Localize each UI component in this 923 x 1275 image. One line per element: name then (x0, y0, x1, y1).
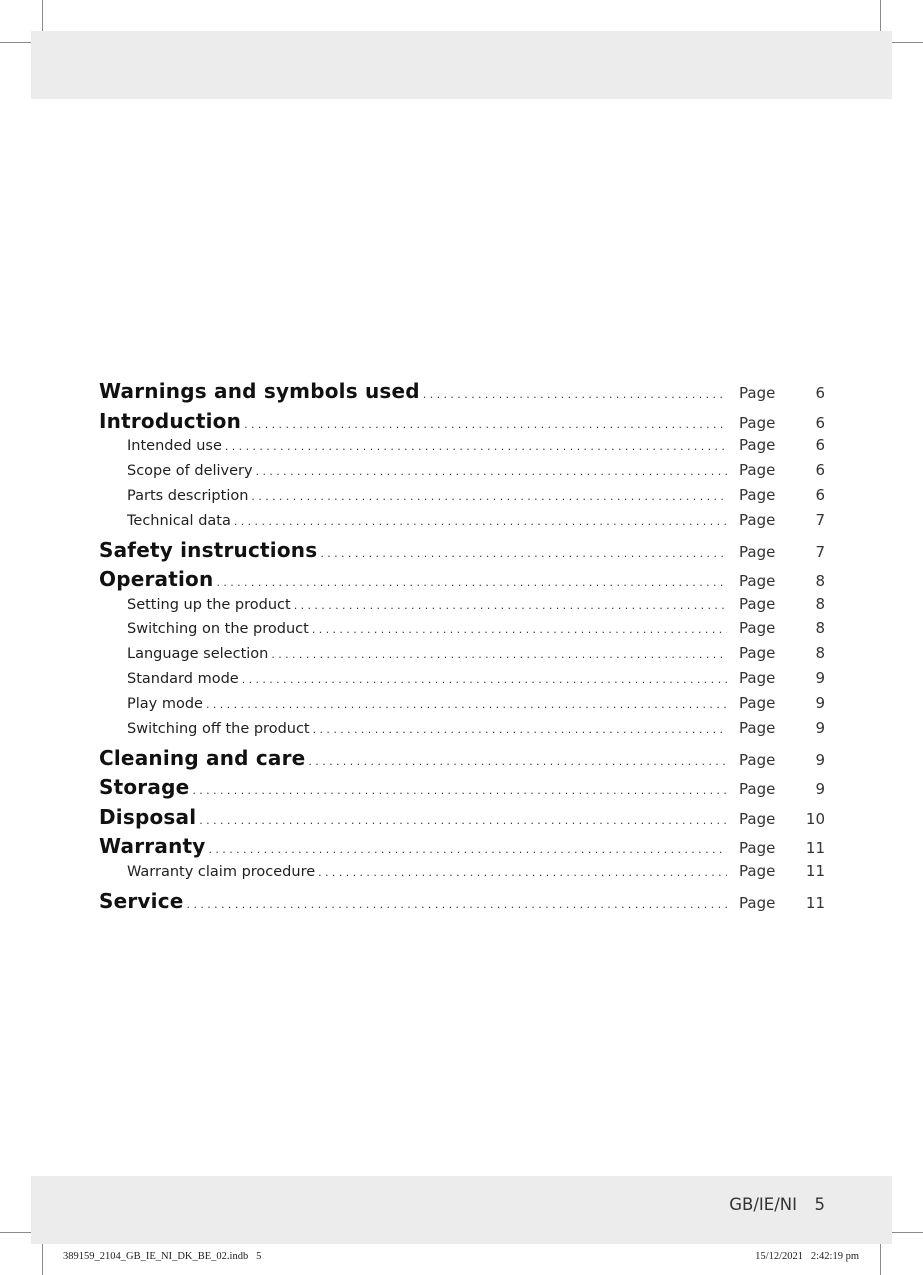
toc-entry-title: Warranty claim procedure (127, 863, 316, 880)
toc-page-number: 6 (815, 485, 825, 504)
toc-page-number: 9 (815, 719, 825, 738)
toc-page-label: Page (739, 619, 776, 638)
crop-mark-bottom-right-horizontal (892, 1232, 923, 1233)
table-of-contents (99, 377, 825, 916)
dot-leader (225, 440, 727, 453)
toc-entry-title: Cleaning and care (99, 745, 306, 770)
footer-page-number: 5 (814, 1195, 825, 1214)
toc-page-number: 10 (805, 809, 825, 828)
dot-leader (423, 388, 727, 401)
toc-page-number: 9 (815, 669, 825, 688)
toc-entry-title: Scope of delivery (127, 462, 253, 479)
toc-entry-title: Operation (99, 567, 214, 592)
dot-leader (256, 465, 727, 478)
toc-subentry[interactable] (99, 511, 825, 536)
toc-page-number: 6 (815, 413, 825, 432)
toc-entry[interactable] (99, 803, 825, 833)
toc-page-number: 8 (815, 594, 825, 613)
toc-page-label: Page (739, 460, 776, 479)
toc-entry-title: Warnings and symbols used (99, 379, 420, 403)
toc-page-label: Page (739, 384, 776, 402)
toc-entry[interactable] (99, 536, 825, 566)
toc-page-label: Page (739, 542, 776, 561)
toc-page-number: 11 (805, 861, 825, 880)
toc-subentry[interactable] (99, 436, 825, 461)
toc-entry-title: Switching on the product (127, 621, 309, 638)
toc-subentry[interactable] (99, 669, 825, 694)
dot-leader (242, 673, 727, 686)
toc-page-number: 11 (805, 893, 825, 912)
toc-page-label: Page (739, 809, 776, 828)
toc-entry-title: Intended use (127, 438, 222, 454)
toc-page-number: 7 (815, 542, 825, 561)
dot-leader (187, 898, 727, 911)
dot-leader (271, 648, 727, 661)
footer-language-codes: GB/IE/NI (729, 1195, 797, 1214)
header-band (31, 31, 892, 99)
toc-page-number: 6 (815, 436, 825, 454)
toc-page-label: Page (739, 750, 776, 769)
toc-entry-title: Setting up the product (127, 596, 291, 613)
toc-entry[interactable] (99, 832, 825, 862)
dot-leader (312, 623, 727, 636)
toc-page-label: Page (739, 861, 776, 880)
dot-leader (251, 490, 727, 503)
toc-entry-title: Disposal (99, 804, 197, 829)
toc-subentry[interactable] (99, 595, 825, 620)
toc-entry-title: Introduction (99, 408, 242, 433)
toc-subentry[interactable] (99, 862, 825, 887)
toc-subentry[interactable] (99, 461, 825, 486)
toc-entry[interactable] (99, 407, 825, 437)
toc-entry[interactable] (99, 773, 825, 803)
toc-page-number: 9 (815, 780, 825, 799)
crop-mark-top-right-vertical (880, 0, 881, 31)
toc-page-number: 6 (815, 384, 825, 402)
toc-subentry[interactable] (99, 644, 825, 669)
toc-page-label: Page (739, 594, 776, 613)
toc-entry-title: Language selection (127, 646, 269, 663)
toc-page-label: Page (739, 644, 776, 663)
dot-leader (234, 515, 727, 528)
toc-entry-title: Warranty (99, 834, 206, 859)
toc-page-number: 7 (815, 510, 825, 529)
dot-leader (209, 843, 727, 856)
toc-entry-title: Standard mode (127, 671, 239, 688)
toc-entry[interactable] (99, 887, 825, 917)
toc-entry-title: Play mode (127, 696, 203, 713)
toc-page-label: Page (739, 485, 776, 504)
toc-page-label: Page (739, 572, 776, 591)
toc-page-label: Page (739, 694, 776, 713)
crop-mark-bottom-right-vertical (880, 1244, 881, 1275)
print-slug-timestamp: 15/12/2021 2:42:19 pm (755, 1251, 859, 1262)
toc-page-label: Page (739, 436, 776, 454)
toc-page-label: Page (739, 510, 776, 529)
toc-page-number: 9 (815, 694, 825, 713)
dot-leader (199, 814, 727, 827)
toc-page-label: Page (739, 839, 776, 858)
dot-leader (244, 418, 727, 431)
crop-mark-bottom-left-horizontal (0, 1232, 31, 1233)
toc-entry-title: Parts description (127, 487, 249, 504)
dot-leader (318, 866, 727, 879)
toc-page-number: 9 (815, 750, 825, 769)
toc-page-number: 11 (805, 839, 825, 858)
print-slug-file-info: 389159_2104_GB_IE_NI_DK_BE_02.indb 5 (63, 1251, 262, 1262)
dot-leader (206, 698, 727, 711)
toc-entry[interactable] (99, 744, 825, 774)
toc-subentry[interactable] (99, 486, 825, 511)
toc-entry-title: Switching off the product (127, 721, 310, 738)
toc-page-label: Page (739, 413, 776, 432)
crop-mark-top-left-horizontal (0, 42, 31, 43)
dot-leader (313, 723, 727, 736)
toc-entry-title: Technical data (127, 512, 231, 529)
toc-entry-title: Safety instructions (99, 537, 318, 562)
crop-mark-bottom-left-vertical (42, 1244, 43, 1275)
dot-leader (192, 784, 727, 797)
toc-page-label: Page (739, 893, 776, 912)
toc-page-number: 8 (815, 572, 825, 591)
toc-subentry[interactable] (99, 694, 825, 719)
toc-page-number: 6 (815, 460, 825, 479)
crop-mark-top-left-vertical (42, 0, 43, 31)
crop-mark-top-right-horizontal (892, 42, 923, 43)
dot-leader (308, 755, 727, 768)
toc-subentry[interactable] (99, 719, 825, 744)
toc-page-number: 8 (815, 644, 825, 663)
toc-subentry[interactable] (99, 619, 825, 644)
toc-entry-title: Storage (99, 775, 190, 800)
toc-page-number: 8 (815, 619, 825, 638)
dot-leader (294, 599, 727, 612)
toc-entry[interactable] (99, 377, 825, 407)
toc-page-label: Page (739, 719, 776, 738)
toc-page-label: Page (739, 669, 776, 688)
toc-page-label: Page (739, 780, 776, 799)
dot-leader (320, 547, 727, 560)
dot-leader (216, 576, 727, 589)
toc-entry-title: Service (99, 888, 184, 913)
toc-entry[interactable] (99, 565, 825, 595)
